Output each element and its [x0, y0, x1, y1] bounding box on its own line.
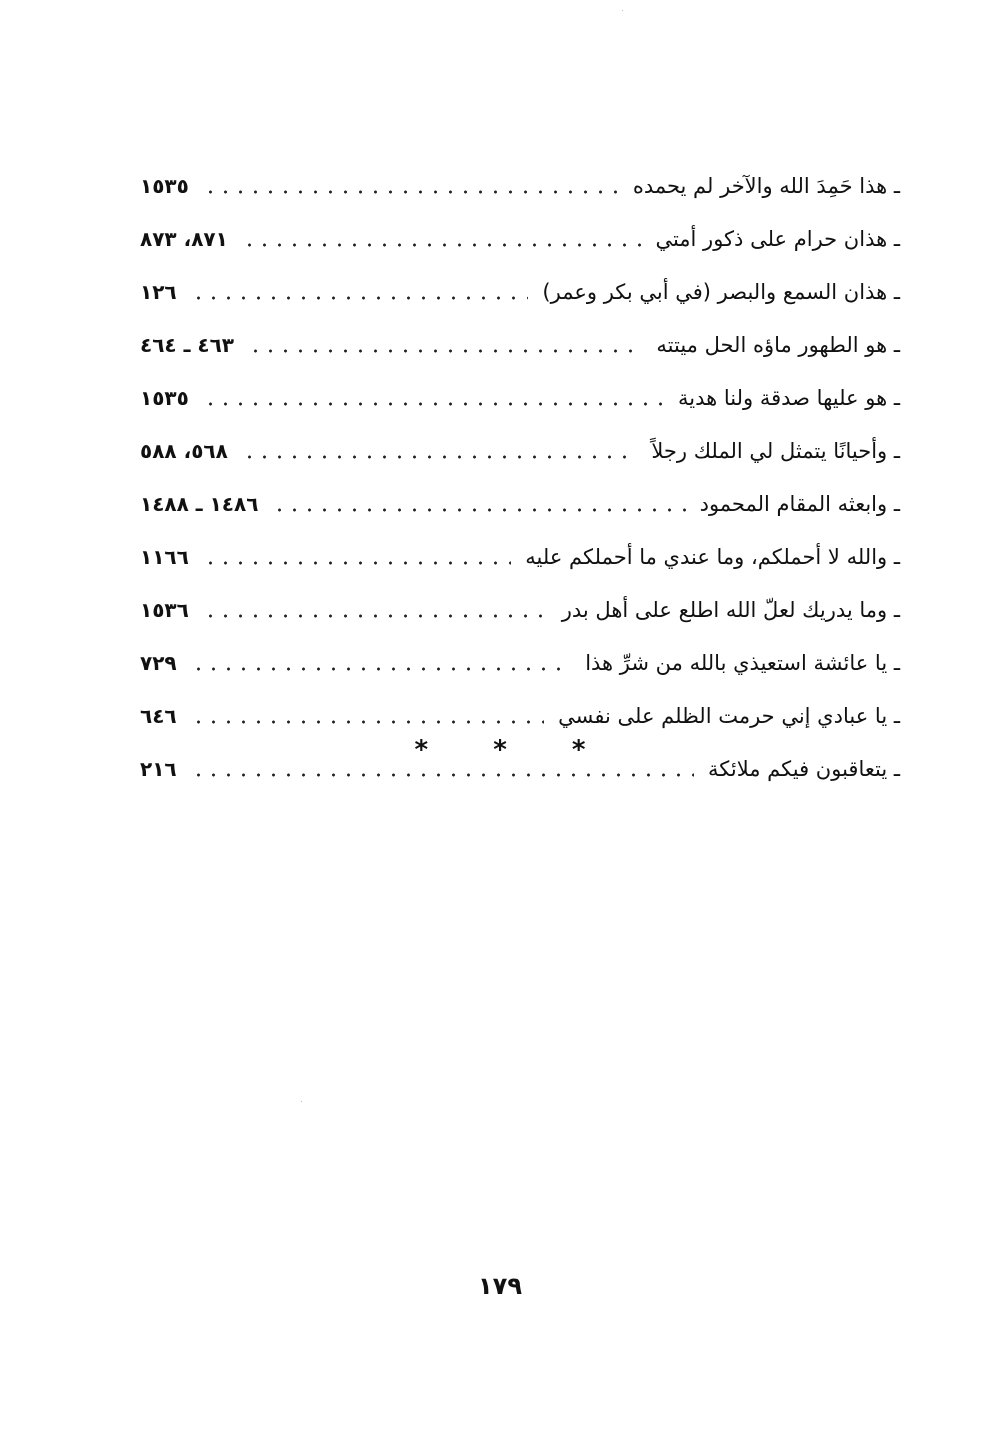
page-number: ١٧٩	[478, 1272, 522, 1300]
dot-leader	[203, 614, 548, 618]
index-entry-text: ـ وأحيانًا يتمثل لي الملك رجلاً	[651, 439, 900, 463]
dot-leader	[272, 508, 685, 512]
index-entry-pages: ١٤٨٦ ـ ١٤٨٨	[140, 492, 259, 516]
dot-leader	[191, 773, 694, 777]
index-entry-pages: ٥٦٨، ٥٨٨	[140, 439, 228, 463]
index-entry-pages: ١٢٦	[140, 280, 177, 304]
index-entry-text: ـ هذان السمع والبصر (في أبي بكر وعمر)	[542, 280, 900, 304]
section-separator: * * *	[414, 735, 614, 765]
index-entry-pages: ٢١٦	[140, 757, 177, 781]
index-entry	[140, 266, 900, 319]
scan-speck	[622, 10, 623, 11]
index-entry	[140, 160, 900, 213]
index-entry-text: ـ هذا حَمِدَ الله والآخر لم يحمده	[632, 174, 900, 198]
index-entry	[140, 213, 900, 266]
dot-leader	[248, 349, 642, 353]
index-entry-pages: ١٥٣٥	[140, 386, 189, 410]
index-entry-pages: ١١٦٦	[140, 545, 189, 569]
index-entry	[140, 372, 900, 425]
index-entry-pages: ١٥٣٥	[140, 174, 189, 198]
dot-leader	[203, 402, 664, 406]
dot-leader	[203, 561, 511, 565]
index-entry-text: ـ يا عبادي إني حرمت الظلم على نفسي	[558, 704, 900, 728]
dot-leader	[191, 667, 572, 671]
index-entry-pages: ٤٦٣ ـ ٤٦٤	[140, 333, 235, 357]
index-entry-text: ـ يا عائشة استعيذي بالله من شرِّ هذا	[585, 651, 900, 675]
index-entry	[140, 319, 900, 372]
index-entry-pages: ١٥٣٦	[140, 598, 189, 622]
index-entry-pages: ٦٤٦	[140, 704, 177, 728]
index-entry	[140, 425, 900, 478]
dot-leader	[203, 190, 619, 194]
dot-leader	[191, 296, 529, 300]
index-entry	[140, 584, 900, 637]
index-entry-text: ـ هذان حرام على ذكور أمتي	[655, 227, 900, 251]
index-entry-pages: ٧٢٩	[140, 651, 177, 675]
index-entry	[140, 637, 900, 690]
dot-leader	[242, 455, 638, 459]
scan-speck	[301, 1101, 302, 1102]
hadith-index-list	[140, 160, 900, 796]
index-entry-text: ـ يتعاقبون فيكم ملائكة	[708, 757, 900, 781]
index-entry	[140, 531, 900, 584]
dot-leader	[191, 720, 544, 724]
index-entry-text: ـ هو عليها صدقة ولنا هدية	[678, 386, 900, 410]
dot-leader	[242, 243, 642, 247]
index-entry-text: ـ والله لا أحملكم، وما عندي ما أحملكم عليه	[525, 545, 900, 569]
index-entry-text: ـ وابعثه المقام المحمود	[699, 492, 900, 516]
index-entry-text: ـ وما يدريك لعلّ الله اطلع على أهل بدر	[561, 598, 900, 622]
index-entry-text: ـ هو الطهور ماؤه الحل ميتته	[656, 333, 900, 357]
index-entry-pages: ٨٧١، ٨٧٣	[140, 227, 228, 251]
index-entry	[140, 478, 900, 531]
